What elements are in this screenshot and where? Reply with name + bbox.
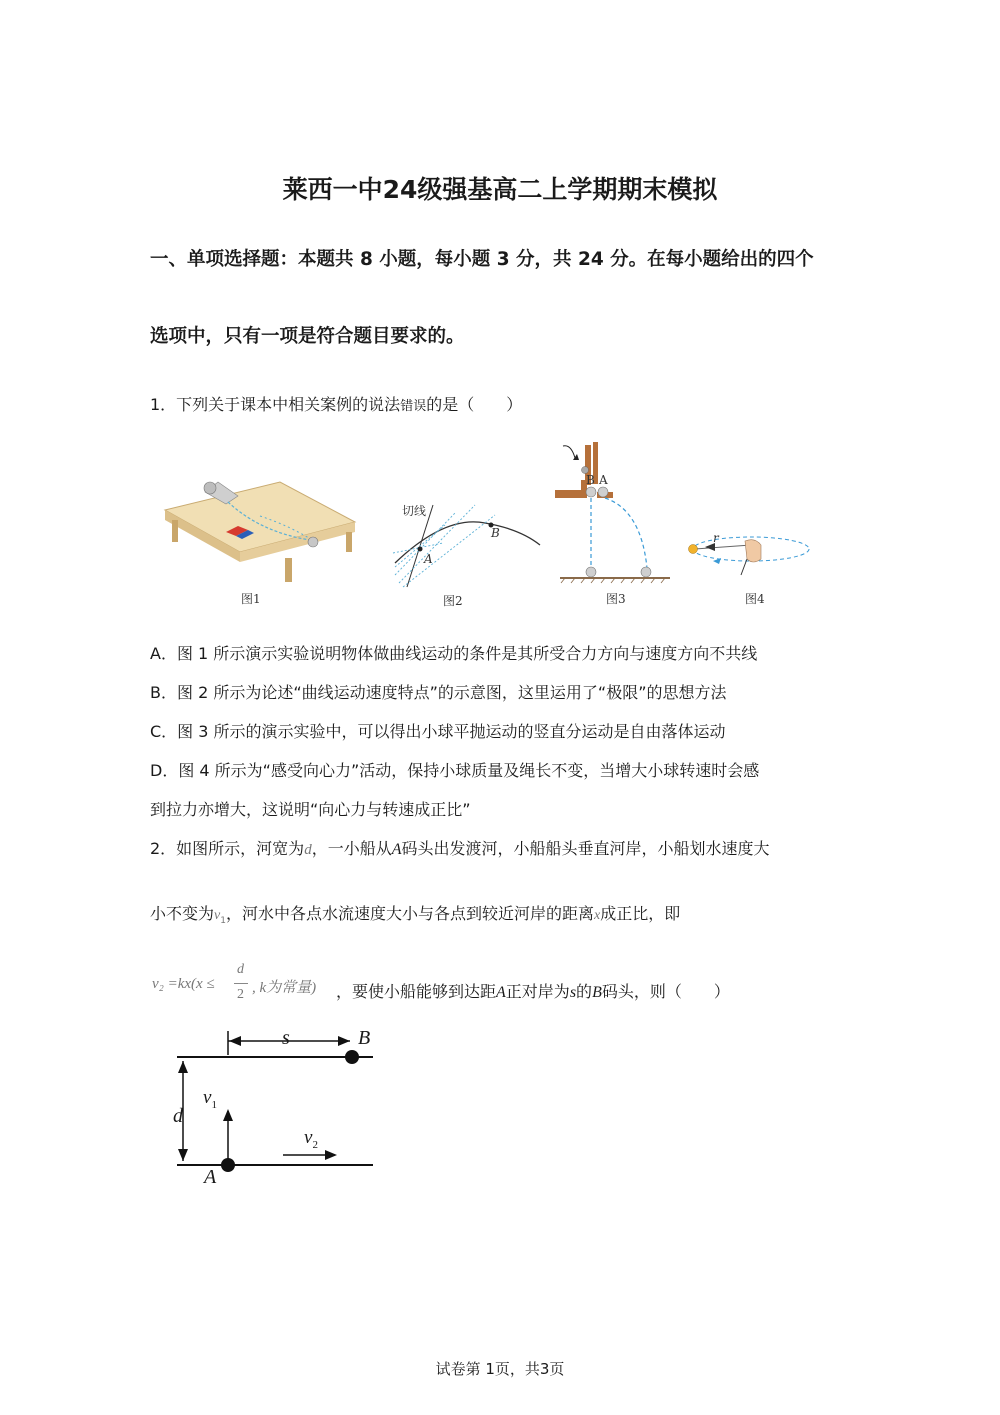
figure-2-tangent-label: 切线 [402,504,427,518]
q2-line3-c: 的 [576,982,593,1001]
q1-option-d-line1: D．图 4 所示为“感受向心力”活动，保持小球质量及绳长不变，当增大小球转速时会感 [150,761,760,780]
diagram-v2-sub: 2 [312,1138,318,1151]
q1-option-a: A．图 1 所示演示实验说明物体做曲线运动的条件是其所受合力方向与速度方向不共线 [150,644,758,663]
q2-line2 [150,901,680,926]
figure-3-label-b: B [586,473,595,487]
q1-option-d-line2: 到拉力亦增大，这说明“向心力与转速成正比” [150,800,471,819]
q2-line1-a: 2．如图所示，河宽为 [150,839,305,858]
q2-line3-var-a: A [496,984,506,1001]
diagram-label-a: A [204,1166,217,1188]
page-title: 莱西一中24级强基高二上学期期末模拟 [282,175,718,204]
figure-4-label-r: r [713,531,719,545]
q1-option-c: C．图 3 所示的演示实验中，可以得出小球平抛运动的竖直分运动是自由落体运动 [150,722,726,741]
q2-line3-d: 码头，则（ ） [601,982,730,1001]
figure-4-caption: 图4 [745,592,765,606]
q2-formula-right: , k为常量) [252,980,317,996]
section-heading-line1: 一、单项选择题：本题共 8 小题，每小题 3 分，共 24 分。在每小题给出的四个 [150,249,814,270]
q2-line2-c: 成正比，即 [600,904,681,923]
figure-1-table [160,470,360,585]
q1-option-b: B．图 2 所示为论述“曲线运动速度特点”的示意图，这里运用了“极限”的思想方法 [150,683,727,702]
q2-formula-num: d [237,962,244,977]
q2-var-d: d [304,842,312,858]
q2-line2-a: 小不变为 [150,904,215,923]
q2-line1-b: ，一小船从 [311,839,392,858]
figure-1-caption: 图1 [241,592,261,606]
figure-3-apparatus [555,440,675,585]
figure-2-caption: 图2 [443,594,463,608]
q2-var-a: A [391,841,402,858]
q2-line2-b: ，河水中各点水流速度大小与各点到较近河岸的距离 [225,904,594,923]
diagram-label-b: B [358,1027,371,1049]
q2-line3-var-s: s [569,984,577,1001]
page-footer: 试卷第 1页，共3页 [435,1360,565,1378]
q2-var-v1-sub: 1 [220,916,226,927]
diagram-label-d: d [173,1105,183,1127]
q2-formula-left: v₂ =kx(x ≤ [152,976,215,992]
diagram-label-s: s [282,1027,290,1049]
q2-var-v1: v [214,908,221,923]
figure-2-point-a: A [424,552,433,566]
q2-line3-a: ，要使小船能够到达距 [336,982,497,1001]
q2-var-x: x [593,908,601,923]
q1-stem-emphasis: 错误 [400,399,427,414]
figure-2-point-b: B [491,526,500,540]
q2-formula-fraction-bar [234,983,248,984]
q2-line3-b: 正对岸为 [505,982,570,1001]
diagram-v1-letter: v [203,1087,212,1108]
river-diagram [165,1025,385,1195]
q1-stem-text: 1．下列关于课本中相关案例的说法 [150,395,401,414]
q1-stem [150,392,522,415]
q2-formula-den: 2 [237,987,244,1002]
q2-line3 [336,979,730,1002]
diagram-label-v2 [304,1127,318,1151]
section-heading-line2: 选项中，只有一项是符合题目要求的。 [150,326,465,347]
figure-4-rotation [685,525,815,580]
figure-3-caption: 图3 [606,592,626,606]
q2-line1 [150,836,770,859]
q1-stem-end: 的是（ ） [426,395,523,414]
diagram-v1-sub: 1 [211,1098,217,1111]
q2-line1-c: 码头出发渡河，小船船头垂直河岸，小船划水速度大 [401,839,770,858]
diagram-label-v1 [203,1087,217,1111]
figure-3-label-a: A [599,473,608,487]
diagram-v2-letter: v [304,1127,313,1148]
q2-line3-var-b: B [592,984,602,1001]
